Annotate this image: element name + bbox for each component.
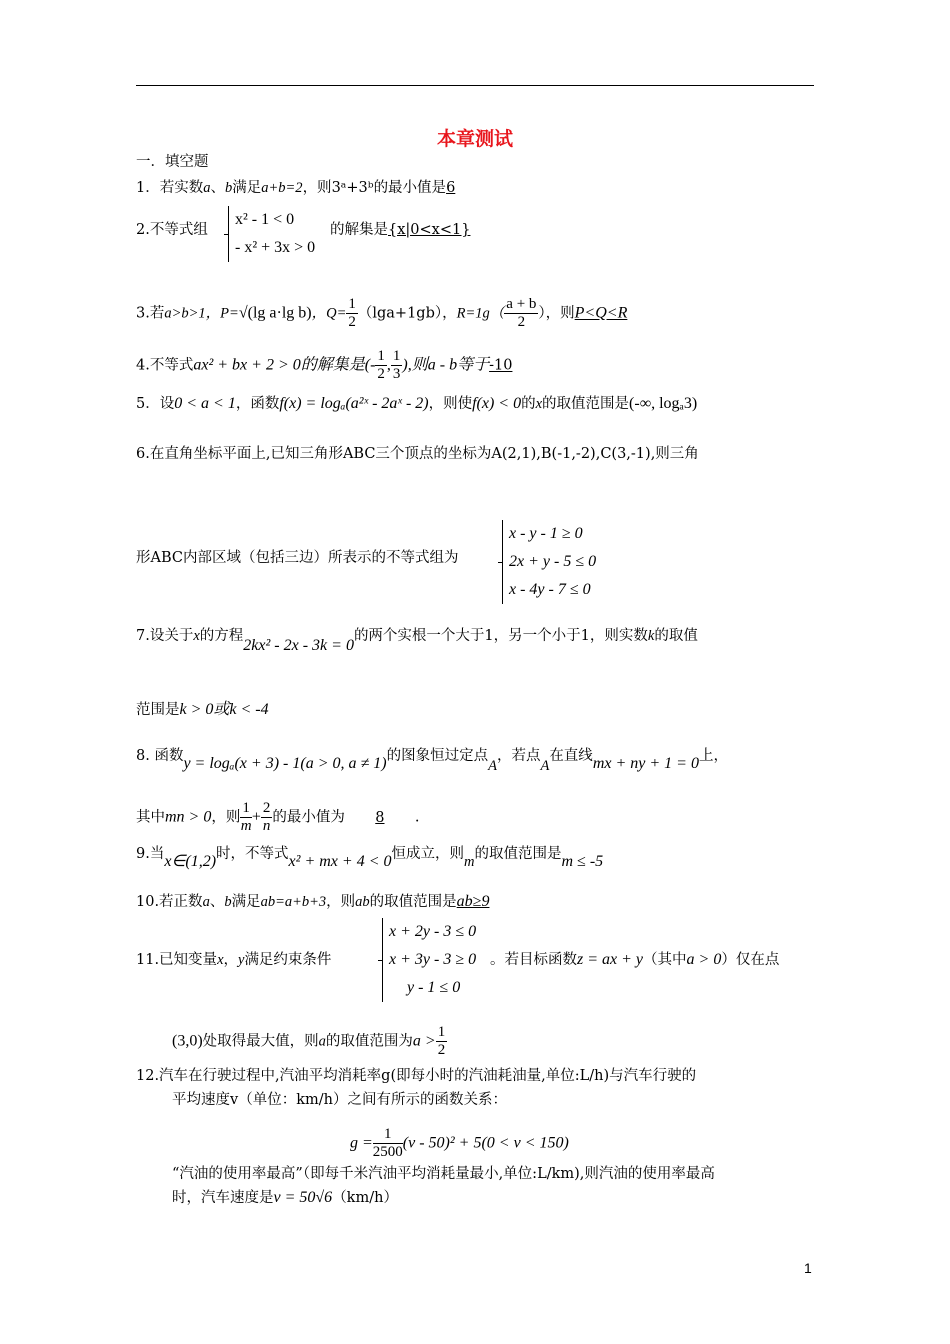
page-number: 1 (804, 1260, 812, 1276)
question-11-suffix: 。若目标函数z = ax + y（其中a > 0）仅在点 (490, 951, 780, 968)
answer-11: a > (412, 1032, 436, 1050)
question-12-line-4: 时，汽车速度是v = 50√6（km/h） (172, 1189, 398, 1206)
section-heading: 一．填空题 (136, 154, 209, 170)
answer-1: 6 (446, 180, 456, 196)
answer-7: k > 0或k < -4 (179, 701, 269, 718)
question-6-line-1: 6.在直角坐标平面上,已知三角形ABC三个顶点的坐标为A(2,1),B(-1,-2),C(3,-1),则三角 (136, 446, 699, 462)
question-8-line-2: 其中mn > 0，则 $\frac{1}{m}$ + $\frac{2}{n}$ 的最小值为 8 . (136, 800, 420, 834)
question-12-line-1: 12.汽车在行驶过程中,汽油平均消耗率g(即每小时的汽油耗油量,单位:L/h)与汽车行驶的 (136, 1068, 697, 1084)
header-rule (136, 85, 814, 86)
question-2-suffix: 的解集是{x|0<x<1} (330, 222, 471, 238)
page-title: 本章测试 (436, 128, 513, 150)
constraint-system-11: x + 2y - 3 ≤ 0 x + 3y - 3 ≥ 0 y - 1 ≤ 0 (382, 918, 476, 1002)
answer-4: -10 (489, 357, 513, 374)
question-9: 9.当x∈(1,2)时，不等式x² + mx + 4 < 0恒成立，则m的取值范围是m ≤ -5 (136, 846, 604, 870)
question-7-line-2: 范围是k > 0或k < -4 (136, 701, 269, 718)
question-1: 1．若实数a、b满足a+b=2，则3ᵃ+3ᵇ的最小值是6 (136, 180, 456, 196)
question-3: 3.若a>b>1，P=√(lg a·lg b)，Q= $\frac{1}{2}$ （lga+1gb），R=1g（ $\frac{a + b}{2}$ ），则P<Q<R (136, 296, 628, 330)
question-11-line-2: (3,0)处取得最大值，则a的取值范围为a > $\frac{1}{2}$ (172, 1024, 446, 1058)
question-12-line-2: 平均速度v（单位：km/h）之间有所示的函数关系： (172, 1092, 507, 1108)
answer-3: P<Q<R (574, 304, 628, 322)
answer-10: ab≥9 (456, 893, 490, 910)
answer-6-system: x - y - 1 ≥ 0 2x + y - 5 ≤ 0 x - 4y - 7 ≤ 0 (502, 520, 596, 604)
answer-9: m ≤ -5 (561, 853, 604, 870)
answer-8: 8 (375, 809, 385, 826)
question-10: 10.若正数a、b满足ab=a+b+3，则ab的取值范围是ab≥9 (136, 893, 490, 910)
question-8: 8. 函数y = logₐ(x + 3) - 1(a > 0, a ≠ 1)的图象恒过定点A，若点A在直线mx + ny + 1 = 0上， (136, 748, 728, 774)
answer-2: {x|0<x<1} (388, 222, 471, 238)
answer-5: (-∞, logₐ3) (629, 395, 698, 412)
question-5: 5．设0 < a < 1，函数f(x) = logₐ(a²ˣ - 2aˣ - 2)，则使f(x) < 0的x的取值范围是(-∞, logₐ3) (136, 395, 698, 412)
inequality-system-2: x² - 1 < 0 - x² + 3x > 0 (228, 206, 315, 262)
question-6-line-2: 形ABC内部区域（包括三边）所表示的不等式组为 (136, 550, 459, 566)
question-2-prefix: 2.不等式组 (136, 222, 208, 238)
question-4: 4.不等式ax² + bx + 2 > 0的解集是(- $\frac{1}{2}$ , $\frac{1}{3}$ ),则a - b等于-10 (136, 348, 513, 382)
answer-12: v = 50√6 (273, 1189, 333, 1206)
question-11-prefix: 11.已知变量x，y满足约束条件 (136, 952, 332, 968)
question-12-formula: g = $\frac{1}{2500}$ (v - 50)² + 5(0 < v < 150) (350, 1126, 569, 1160)
question-7: 7.设关于x的方程2kx² - 2x - 3k = 0的两个实根一个大于1，另一个小于1，则实数k的取值 (136, 628, 698, 654)
question-12-line-3: “汽油的使用率最高”（即每千米汽油平均消耗量最小,单位:L/km),则汽油的使用率最高 (172, 1166, 715, 1182)
